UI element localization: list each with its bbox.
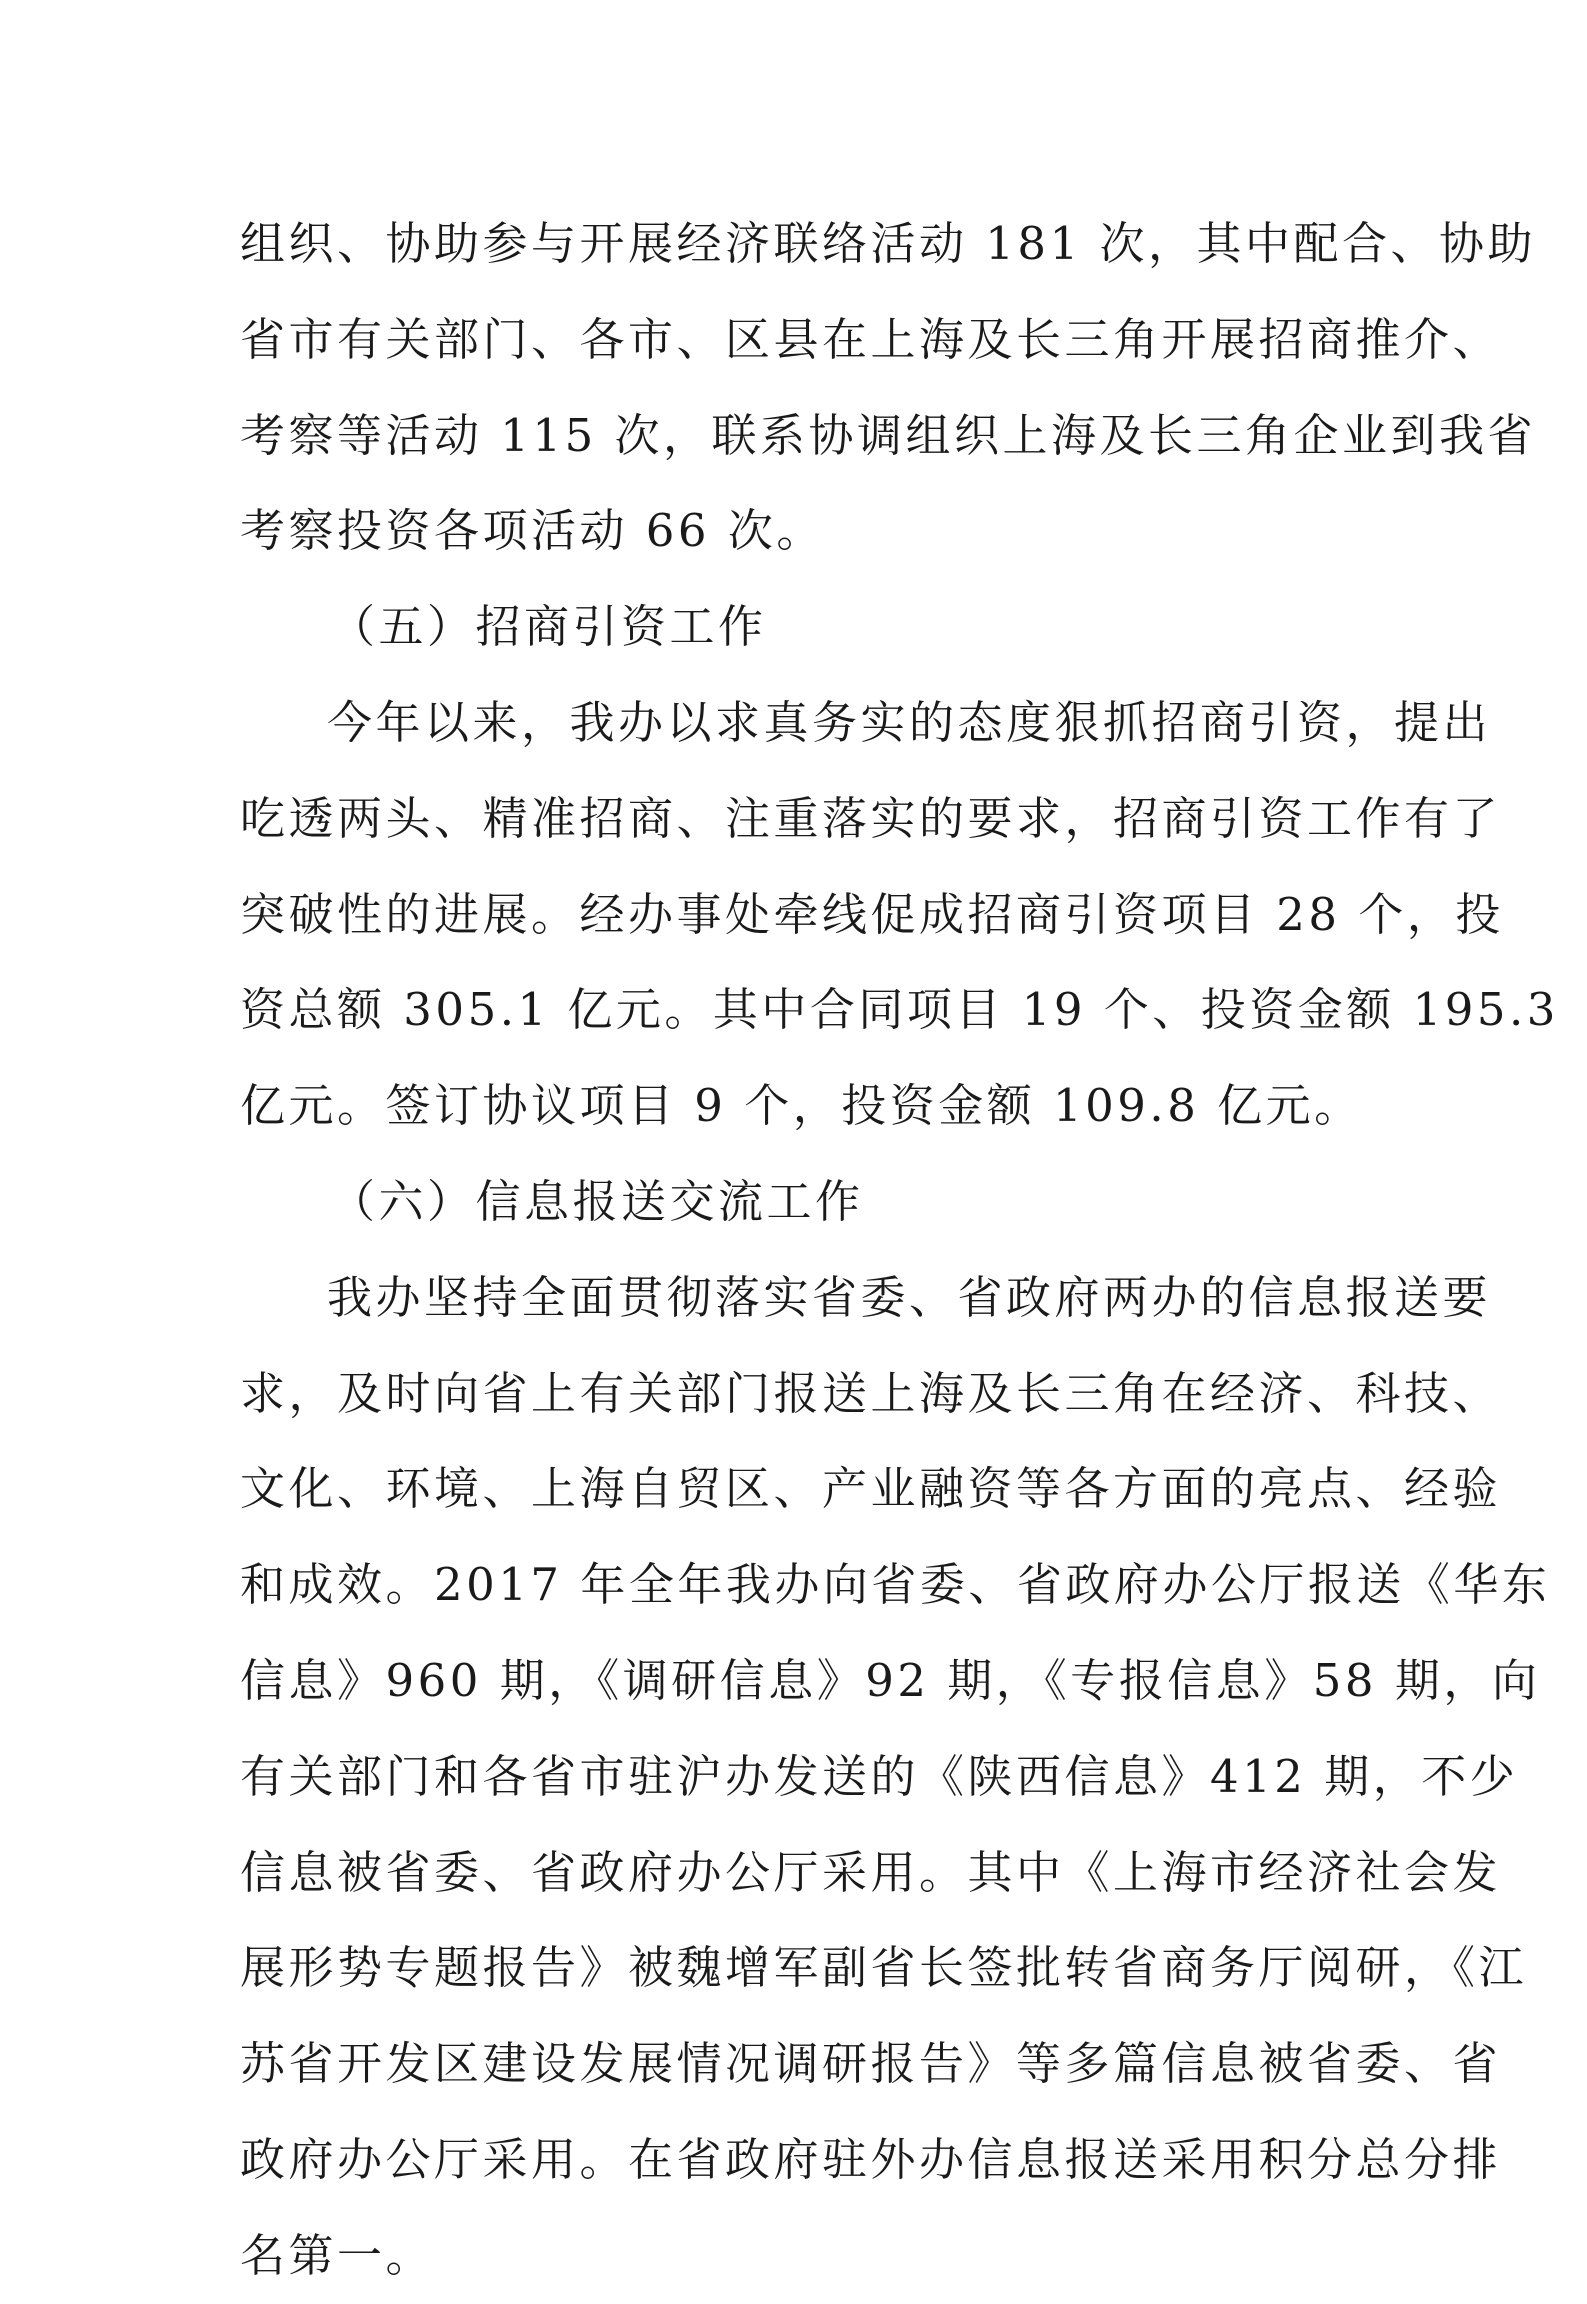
- body-text-line: 信息被省委、省政府办公厅采用。其中《上海市经济社会发: [240, 1845, 1502, 1899]
- body-text-line: 信息》960 期，《调研信息》92 期，《专报信息》58 期，向: [240, 1653, 1541, 1707]
- body-text-line: 文化、环境、上海自贸区、产业融资等各方面的亮点、经验: [240, 1462, 1502, 1516]
- body-text-line: 组织、协助参与开展经济联络活动 181 次，其中配合、协助: [240, 217, 1537, 270]
- body-text-line: 苏省开发区建设发展情况调研报告》等多篇信息被省委、省: [240, 2037, 1502, 2091]
- body-text-line: 资总额 305.1 亿元。其中合同项目 19 个、投资金额 195.3: [240, 983, 1559, 1037]
- body-text-line: 名第一。: [240, 2228, 435, 2282]
- body-text-line: 展形势专题报告》被魏增军副省长签批转省商务厅阅研，《江: [240, 1941, 1528, 1995]
- document-page: [240, 196, 1559, 2304]
- paragraph-first-line: 今年以来，我办以求真务实的态度狠抓招商引资，提出: [327, 695, 1492, 749]
- body-text-line: 突破性的进展。经办事处牵线促成招商引资项目 28 个，投: [240, 887, 1504, 941]
- body-text-line: 有关部门和各省市驻沪办发送的《陕西信息》412 期，不少: [240, 1749, 1519, 1803]
- section-heading-five: （五）招商引资工作: [330, 600, 767, 654]
- body-text-line: 求，及时向省上有关部门报送上海及长三角在经济、科技、: [240, 1366, 1502, 1420]
- body-text-line: 考察等活动 115 次，联系协调组织上海及长三角企业到我省: [240, 408, 1537, 462]
- section-heading-six: （六）信息报送交流工作: [330, 1174, 864, 1228]
- body-text-line: 吃透两头、精准招商、注重落实的要求，招商引资工作有了: [240, 791, 1502, 845]
- body-text-line: 政府办公厅采用。在省政府驻外办信息报送采用积分总分排: [240, 2132, 1502, 2186]
- body-text-line: 省市有关部门、各市、区县在上海及长三角开展招商推介、: [240, 312, 1502, 366]
- body-text-line: 亿元。签订协议项目 9 个，投资金额 109.8 亿元。: [240, 1079, 1363, 1133]
- body-text-line: 考察投资各项活动 66 次。: [240, 504, 825, 558]
- body-text-line: 和成效。2017 年全年我办向省委、省政府办公厅报送《华东: [240, 1558, 1551, 1612]
- paragraph-first-line: 我办坚持全面贯彻落实省委、省政府两办的信息报送要: [327, 1270, 1492, 1324]
